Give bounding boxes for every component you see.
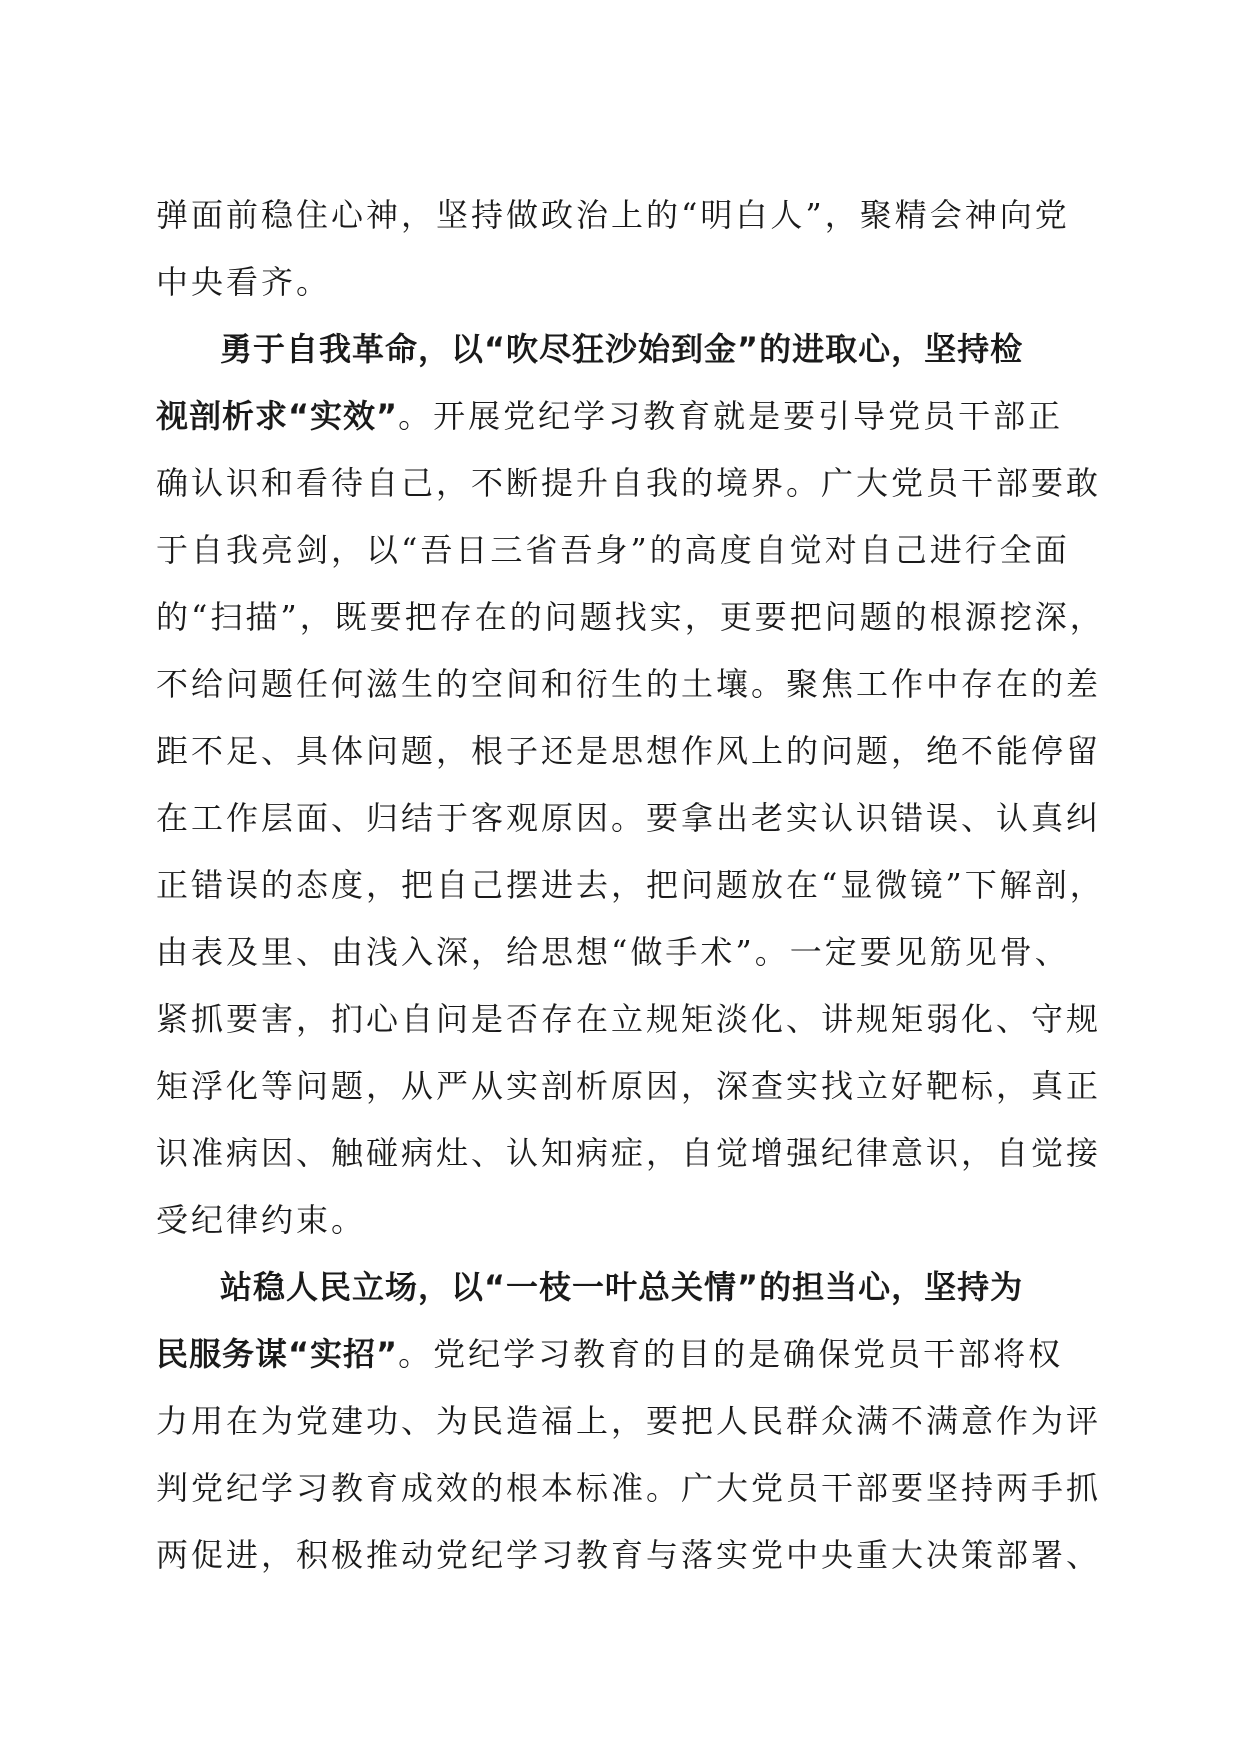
line-text: 。开展党纪学习教育就是要引导党员干部正	[398, 397, 1064, 435]
text-line: 两促进，积极推动党纪学习教育与落实党中央重大决策部署、	[156, 1536, 1102, 1574]
paragraph-2	[156, 324, 1105, 1262]
bold-heading-text: 视剖析求“实效”	[156, 397, 399, 435]
heading-line	[156, 1329, 1080, 1396]
text-line: 判党纪学习教育成效的根本标准。广大党员干部要坚持两手抓	[156, 1469, 1102, 1507]
text-line: 正错误的态度，把自己摆进去，把问题放在“显微镜”下解剖，	[156, 866, 1105, 904]
text-line: 确认识和看待自己，不断提升自我的境界。广大党员干部要敢	[156, 464, 1102, 502]
paragraph-1	[156, 190, 1080, 324]
text-line: 由表及里、由浅入深，给思想“做手术”。一定要见筋见骨、	[156, 933, 1070, 971]
text-line: 于自我亮剑，以“吾日三省吾身”的高度自觉对自己进行全面	[156, 531, 1070, 569]
bold-heading-text: 民服务谋“实招”	[156, 1335, 399, 1373]
document-body	[156, 190, 1105, 1597]
text-line: 在工作层面、归结于客观原因。要拿出老实认识错误、认真纠	[156, 799, 1102, 837]
heading-line	[156, 324, 1080, 391]
text-line: 矩浮化等问题，从严从实剖析原因，深查实找立好靶标，真正	[156, 1067, 1102, 1105]
text-line: 距不足、具体问题，根子还是思想作风上的问题，绝不能停留	[156, 732, 1102, 770]
text-line: 弹面前稳住心神，坚持做政治上的“明白人”，聚精会神向党	[156, 196, 1070, 234]
bold-heading-text: 勇于自我革命，以“吹尽狂沙始到金”的进取心，坚持检	[220, 330, 1024, 368]
heading-line	[156, 391, 1080, 458]
line-text: 。党纪学习教育的目的是确保党员干部将权	[398, 1335, 1064, 1373]
heading-line	[156, 1262, 1080, 1329]
text-line: 的“扫描”，既要把存在的问题找实，更要把问题的根源挖深，	[156, 598, 1105, 636]
text-line: 受纪律约束。	[156, 1201, 367, 1239]
text-line: 不给问题任何滋生的空间和衍生的土壤。聚焦工作中存在的差	[156, 665, 1102, 703]
text-line: 力用在为党建功、为民造福上，要把人民群众满不满意作为评	[156, 1402, 1102, 1440]
text-line: 中央看齐。	[156, 263, 332, 301]
bold-heading-text: 站稳人民立场，以“一枝一叶总关情”的担当心，坚持为	[220, 1268, 1024, 1306]
text-line: 识准病因、触碰病灶、认知病症，自觉增强纪律意识，自觉接	[156, 1134, 1102, 1172]
text-line: 紧抓要害，扪心自问是否存在立规矩淡化、讲规矩弱化、守规	[156, 1000, 1102, 1038]
paragraph-3	[156, 1262, 1102, 1597]
